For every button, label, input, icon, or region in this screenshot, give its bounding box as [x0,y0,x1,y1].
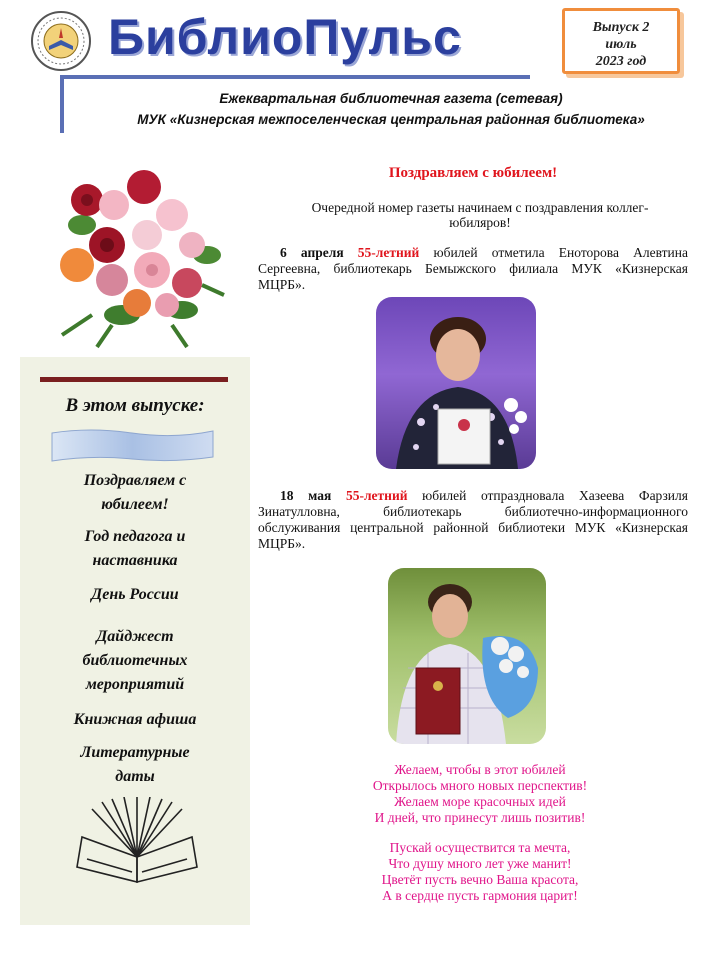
poem-line: А в сердце пусть гармония царит! [382,888,578,903]
ribbon-banner-icon [50,427,215,465]
poem-stanza-2 [330,840,630,904]
title-underline [60,75,530,79]
issue-number: Выпуск 2 [592,20,650,35]
newspaper-subtitle [76,88,706,130]
jubilee-photo-1 [376,297,536,469]
portrait-icon [388,568,546,744]
issue-month: июль [605,37,637,52]
p1-age: 55-летний [357,245,420,260]
open-book-icon [72,797,202,887]
p2-text: юбилей отпраздновала Хазеева Фарзиля Зинатулловна, библиотекарь библиотечно-информационного обслуживания центральной районной библиотеки МУК «Кизнерская МЦРБ». [258,488,688,551]
issue-contents-sidebar [20,357,250,925]
jubilee-paragraph-1 [258,245,688,293]
subtitle-line-2: МУК «Кизнерская межпоселенческая центральная районная библиотека» [137,112,645,127]
toc-item-events-digest[interactable]: Дайджест библиотечных мероприятий [82,628,188,693]
poem-line: Желаем, чтобы в этот юбилей [394,762,566,777]
poem-line: Что душу много лет уже манит! [388,856,572,871]
library-logo-icon [30,10,92,72]
subtitle-line-1: Ежеквартальная библиотечная газета (сетевая) [219,91,563,106]
poem-line: И дней, что принесут лишь позитив! [374,810,586,825]
toc-item-jubilee[interactable]: Поздравляем с юбилеем! [83,472,187,513]
poem-line: Открылось много новых перспектив! [372,778,588,793]
p2-age: 55-летний [345,488,408,503]
jubilee-photo-2 [388,568,546,744]
poem-line: Цветёт пусть вечно Ваша красота, [381,872,579,887]
issue-year: 2023 год [595,54,647,69]
masthead-title: БиблиоПульс [108,9,462,65]
jubilee-paragraph-2 [258,488,688,552]
poem-line: Пускай осуществится та мечта, [389,840,571,855]
article-heading: Поздравляем с юбилеем! [388,165,558,181]
flower-bouquet-icon [52,165,227,350]
issue-info-box [562,8,680,74]
sidebar-heading: В этом выпуске: [65,395,205,416]
toc-item-russia-day[interactable]: День России [91,586,179,603]
poem-line: Желаем море красочных идей [394,794,566,809]
sidebar-top-rule [40,377,228,382]
p1-date: 6 апреля [280,245,344,260]
p1-text: юбилей отметила Еноторова Алевтина Сергеевна, библиотекарь Бемыжского филиала МУК «Кизнерская МЦРБ». [258,245,688,292]
portrait-icon [376,297,536,469]
poem-stanza-1 [330,762,630,826]
article-intro: Очередной номер газеты начинаем с поздравления коллег-юбиляров! [311,200,649,230]
toc-item-teacher-year[interactable]: Год педагога и наставника [84,528,186,569]
toc-item-literary-dates[interactable]: Литературные даты [80,744,190,785]
title-vertical-rule [60,75,64,133]
toc-item-book-poster[interactable]: Книжная афиша [73,711,197,728]
p2-date: 18 мая [280,488,332,503]
